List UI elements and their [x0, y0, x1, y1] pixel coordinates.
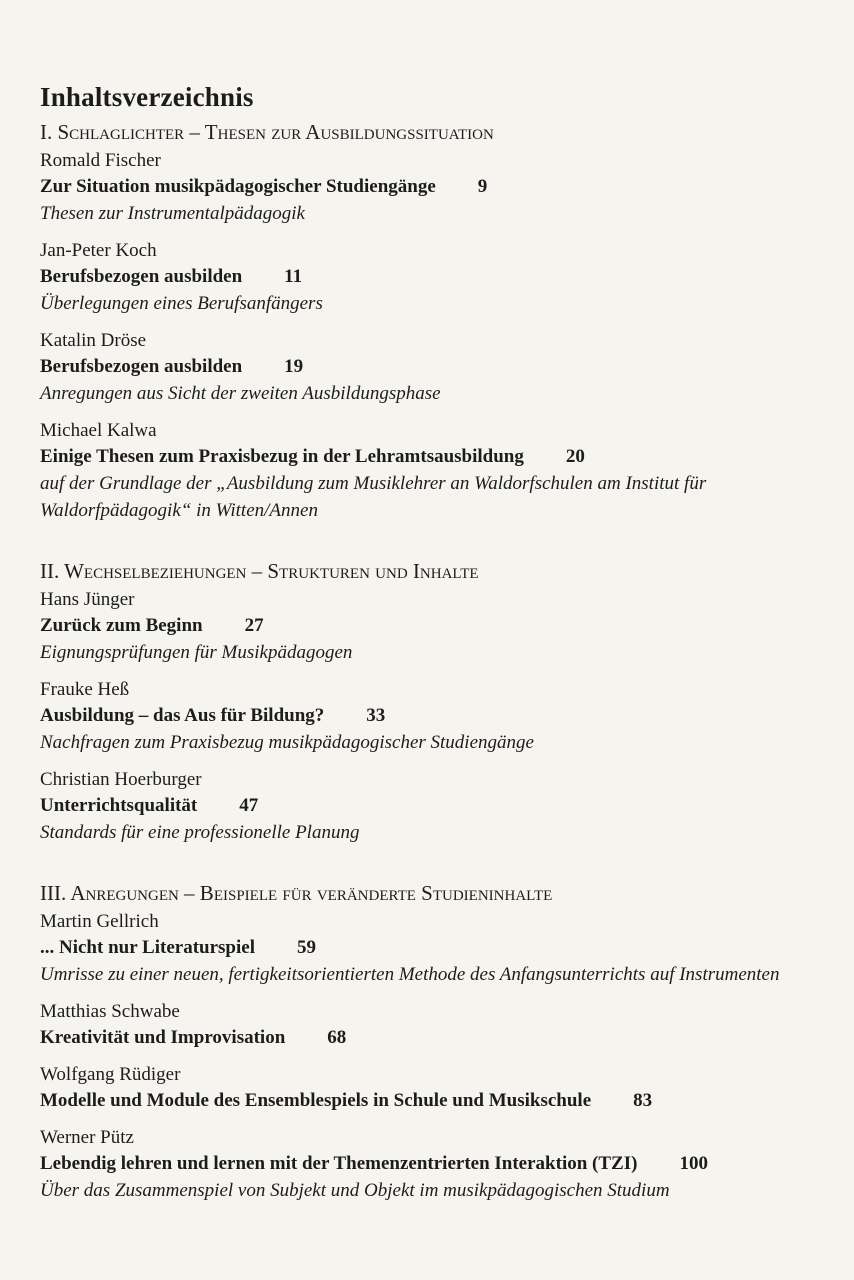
entry-title-line — [40, 934, 830, 961]
toc-entry — [40, 1062, 830, 1114]
entry-title-line — [40, 1024, 830, 1051]
toc-entry — [40, 587, 830, 666]
entry-page-number: 19 — [284, 356, 304, 377]
entry-subtitle: Über das Zusammenspiel von Subjekt und Objekt im musikpädagogischen Studium — [40, 1180, 670, 1201]
section-heading: III. Anregungen – Beispiele für veränderte Studieninhalte — [40, 881, 553, 905]
entry-page-number: 20 — [565, 446, 585, 467]
toc-entry — [40, 909, 830, 988]
toc-entry — [40, 148, 830, 227]
entry-author: Christian Hoerburger — [40, 769, 202, 790]
entry-author: Werner Pütz — [40, 1127, 134, 1148]
entry-page-number: 83 — [633, 1090, 653, 1111]
entry-title: Ausbildung – das Aus für Bildung? — [40, 705, 325, 726]
entry-author: Wolfgang Rüdiger — [40, 1064, 181, 1085]
section-heading: I. Schlaglichter – Thesen zur Ausbildungssituation — [40, 120, 494, 144]
toc-section — [40, 880, 830, 1204]
entry-page-number: 68 — [327, 1027, 347, 1048]
entry-page-number: 33 — [366, 705, 386, 726]
entry-title-line — [40, 1150, 830, 1177]
entry-page-number: 9 — [477, 176, 488, 197]
entry-author: Katalin Dröse — [40, 330, 147, 351]
entry-page-number: 59 — [296, 937, 316, 958]
toc-entry — [40, 999, 830, 1051]
toc-section — [40, 558, 830, 846]
entry-subtitle: Überlegungen eines Berufsanfängers — [40, 293, 323, 314]
entry-title-line — [40, 612, 830, 639]
entry-author: Matthias Schwabe — [40, 1001, 180, 1022]
toc-page — [40, 82, 830, 1238]
toc-entry — [40, 418, 830, 524]
entry-title-line — [40, 702, 830, 729]
entry-subtitle: Nachfragen zum Praxisbezug musikpädagogischer Studiengänge — [40, 732, 534, 753]
entry-author: Jan-Peter Koch — [40, 240, 157, 261]
toc-section — [40, 119, 830, 524]
toc-entry — [40, 1125, 830, 1204]
entry-page-number: 11 — [284, 266, 303, 287]
entry-subtitle: Standards für eine professionelle Planung — [40, 822, 360, 843]
entry-subtitle: Thesen zur Instrumentalpädagogik — [40, 203, 305, 224]
entry-title-line — [40, 263, 830, 290]
entry-title: ... Nicht nur Literaturspiel — [40, 937, 255, 958]
entry-title: Kreativität und Improvisation — [40, 1027, 286, 1048]
entry-author: Hans Jünger — [40, 589, 135, 610]
toc-sections — [40, 119, 830, 1204]
entry-title: Einige Thesen zum Praxisbezug in der Lehramtsausbildung — [40, 446, 524, 467]
entry-page-number: 27 — [244, 615, 264, 636]
entry-title: Unterrichtsqualität — [40, 795, 198, 816]
entry-subtitle: Umrisse zu einer neuen, fertigkeitsorientierten Methode des Anfangsunterrichts auf Instrumenten — [40, 964, 780, 985]
entry-title: Lebendig lehren und lernen mit der Themenzentrierten Interaktion (TZI) — [40, 1153, 638, 1174]
entry-title: Modelle und Module des Ensemblespiels in Schule und Musikschule — [40, 1090, 592, 1111]
entry-title-line — [40, 173, 830, 200]
entry-title-line — [40, 1087, 830, 1114]
entry-title-line — [40, 443, 830, 470]
entry-page-number: 100 — [679, 1153, 708, 1174]
entry-title: Berufsbezogen ausbilden — [40, 356, 243, 377]
entry-author: Martin Gellrich — [40, 911, 159, 932]
entry-title-line — [40, 792, 830, 819]
toc-entry — [40, 238, 830, 317]
entry-page-number: 47 — [239, 795, 259, 816]
entry-subtitle: auf der Grundlage der „Ausbildung zum Musiklehrer an Waldorfschulen am Institut für Waldorfpädagogik“ in Witten/Annen — [40, 473, 707, 521]
toc-title: Inhaltsverzeichnis — [40, 82, 254, 112]
entry-author: Romald Fischer — [40, 150, 161, 171]
entry-subtitle: Eignungsprüfungen für Musikpädagogen — [40, 642, 353, 663]
entry-title: Zur Situation musikpädagogischer Studiengänge — [40, 176, 436, 197]
entry-author: Frauke Heß — [40, 679, 130, 700]
section-heading: II. Wechselbeziehungen – Strukturen und Inhalte — [40, 559, 479, 583]
toc-entry — [40, 677, 830, 756]
entry-subtitle: Anregungen aus Sicht der zweiten Ausbildungsphase — [40, 383, 441, 404]
entry-title: Zurück zum Beginn — [40, 615, 203, 636]
entry-author: Michael Kalwa — [40, 420, 157, 441]
toc-entry — [40, 767, 830, 846]
toc-entry — [40, 328, 830, 407]
entry-title-line — [40, 353, 830, 380]
entry-title: Berufsbezogen ausbilden — [40, 266, 243, 287]
